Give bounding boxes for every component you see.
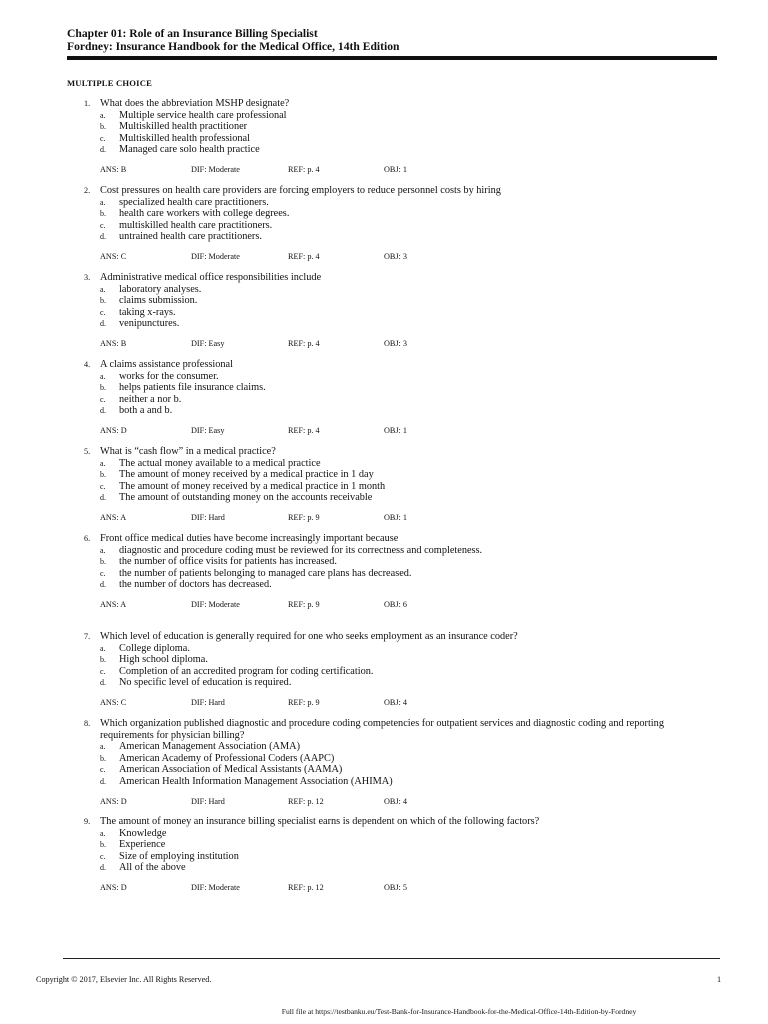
option-text: taking x-rays. <box>119 306 176 318</box>
answer-option <box>84 295 720 307</box>
answer-option <box>84 643 720 655</box>
answer-option <box>84 677 720 689</box>
answer-key: ANS: D <box>100 796 127 806</box>
option-text: Managed care solo health practice <box>119 144 260 156</box>
option-letter: c. <box>100 394 106 404</box>
difficulty: DIF: Moderate <box>191 882 240 892</box>
question-text: Which organization published diagnostic and procedure coding competencies for outpatient services and diagnostic coding and reporting requirements for physician billing? <box>100 718 664 741</box>
reference: REF: p. 4 <box>288 425 320 435</box>
answer-option <box>84 776 720 788</box>
difficulty: DIF: Moderate <box>191 164 240 174</box>
answer-meta <box>100 164 720 176</box>
option-text: diagnostic and procedure coding must be reviewed for its correctness and completeness. <box>119 544 483 556</box>
option-letter: a. <box>100 371 106 381</box>
option-text: Knowledge <box>119 827 167 839</box>
question-text: Cost pressures on health care providers are forcing employers to reduce personnel costs by hiring <box>100 185 501 196</box>
option-letter: d. <box>100 232 106 242</box>
option-letter: a. <box>100 197 106 207</box>
answer-option <box>84 839 720 851</box>
book-title: Fordney: Insurance Handbook for the Medical Office, 14th Edition <box>67 39 400 53</box>
answer-option <box>84 110 720 122</box>
answer-option <box>84 828 720 840</box>
objective: OBJ: 5 <box>384 882 407 892</box>
answer-option <box>84 231 720 243</box>
objective: OBJ: 1 <box>384 164 407 174</box>
question-stem <box>84 446 720 458</box>
answer-option <box>84 851 720 863</box>
answer-option <box>84 764 720 776</box>
option-letter: b. <box>100 655 106 665</box>
option-text: American Management Association (AMA) <box>119 741 301 753</box>
option-text: laboratory analyses. <box>119 283 202 295</box>
question-number: 1. <box>84 99 91 108</box>
difficulty: DIF: Moderate <box>191 251 240 261</box>
answer-option <box>84 208 720 220</box>
answer-meta <box>100 882 720 894</box>
question-8 <box>84 718 720 808</box>
question-number: 6. <box>84 534 91 543</box>
option-letter: d. <box>100 145 106 155</box>
question-number: 2. <box>84 186 91 195</box>
answer-option <box>84 481 720 493</box>
header-rule <box>67 56 717 60</box>
objective: OBJ: 4 <box>384 697 407 707</box>
difficulty: DIF: Easy <box>191 425 225 435</box>
option-text: neither a nor b. <box>119 393 182 405</box>
option-text: helps patients file insurance claims. <box>119 382 266 394</box>
option-text: American Association of Medical Assistants (AAMA) <box>119 764 343 776</box>
option-letter: c. <box>100 133 106 143</box>
option-text: The amount of money received by a medical practice in 1 day <box>119 469 374 481</box>
option-letter: d. <box>100 776 106 786</box>
chapter-title: Chapter 01: Role of an Insurance Billing Specialist <box>67 27 318 40</box>
full-file-link[interactable]: Full file at https://testbanku.eu/Test-Bank-for-Insurance-Handbook-for-the-Medical-Office-14th-Edition-by-Fordney <box>281 1007 637 1016</box>
option-text: Completion of an accredited program for coding certification. <box>119 665 374 677</box>
option-letter: b. <box>100 122 106 132</box>
answer-option <box>84 458 720 470</box>
answer-option <box>84 654 720 666</box>
option-letter: d. <box>100 580 106 590</box>
option-letter: b. <box>100 557 106 567</box>
answer-key: ANS: C <box>100 251 127 261</box>
question-stem <box>84 272 720 284</box>
page-number: 1 <box>717 975 722 984</box>
question-number: 9. <box>84 817 91 826</box>
option-letter: a. <box>100 545 106 555</box>
reference: REF: p. 9 <box>288 599 320 609</box>
reference: REF: p. 12 <box>288 882 324 892</box>
page-header <box>67 28 717 53</box>
question-stem <box>84 631 720 643</box>
option-text: untrained health care practitioners. <box>119 231 262 243</box>
question-1 <box>84 98 720 176</box>
option-letter: a. <box>100 742 106 752</box>
question-text: A claims assistance professional <box>100 359 233 370</box>
objective: OBJ: 1 <box>384 512 407 522</box>
answer-key: ANS: A <box>100 599 127 609</box>
option-text: specialized health care practitioners. <box>119 196 269 208</box>
question-number: 3. <box>84 273 91 282</box>
option-text: both a and b. <box>119 405 173 417</box>
option-letter: b. <box>100 753 106 763</box>
option-letter: b. <box>100 209 106 219</box>
option-letter: a. <box>100 643 106 653</box>
answer-meta <box>100 599 720 611</box>
answer-option <box>84 492 720 504</box>
objective: OBJ: 4 <box>384 796 407 806</box>
section-heading: MULTIPLE CHOICE <box>67 78 153 88</box>
option-text: the number of patients belonging to managed care plans has decreased. <box>119 567 412 579</box>
difficulty: DIF: Hard <box>191 697 225 707</box>
option-text: venipunctures. <box>119 318 180 330</box>
answer-option <box>84 284 720 296</box>
answer-option <box>84 382 720 394</box>
question-number: 7. <box>84 632 91 641</box>
reference: REF: p. 4 <box>288 251 320 261</box>
question-text: Administrative medical office responsibilities include <box>100 272 322 283</box>
answer-option <box>84 556 720 568</box>
answer-option <box>84 394 720 406</box>
difficulty: DIF: Easy <box>191 338 225 348</box>
answer-meta <box>100 251 720 263</box>
option-letter: c. <box>100 666 106 676</box>
question-stem <box>84 816 720 828</box>
option-letter: d. <box>100 406 106 416</box>
option-text: American Health Information Management Association (AHIMA) <box>119 775 393 787</box>
answer-option <box>84 220 720 232</box>
answer-option <box>84 144 720 156</box>
option-text: The actual money available to a medical practice <box>119 457 321 469</box>
option-letter: c. <box>100 568 106 578</box>
question-3 <box>84 272 720 350</box>
question-text: What does the abbreviation MSHP designate? <box>100 98 290 109</box>
option-letter: c. <box>100 765 106 775</box>
answer-key: ANS: D <box>100 425 127 435</box>
difficulty: DIF: Hard <box>191 796 225 806</box>
question-text: Front office medical duties have become increasingly important because <box>100 533 399 544</box>
option-letter: c. <box>100 481 106 491</box>
answer-meta <box>100 425 720 437</box>
question-2 <box>84 185 720 263</box>
question-stem <box>84 98 720 110</box>
question-text: Which level of education is generally required for one who seeks employment as an insurance coder? <box>100 631 518 642</box>
option-letter: b. <box>100 840 106 850</box>
answer-option <box>84 197 720 209</box>
answer-option <box>84 666 720 678</box>
option-letter: a. <box>100 458 106 468</box>
option-letter: c. <box>100 851 106 861</box>
question-4 <box>84 359 720 437</box>
answer-key: ANS: B <box>100 164 127 174</box>
answer-key: ANS: D <box>100 882 127 892</box>
difficulty: DIF: Moderate <box>191 599 240 609</box>
question-number: 4. <box>84 360 91 369</box>
option-letter: b. <box>100 470 106 480</box>
option-text: American Academy of Professional Coders (AAPC) <box>119 752 335 764</box>
question-text: The amount of money an insurance billing specialist earns is dependent on which of the following factors? <box>100 816 540 827</box>
option-text: All of the above <box>119 862 186 874</box>
option-letter: d. <box>100 319 106 329</box>
option-text: the number of doctors has decreased. <box>119 579 272 591</box>
option-text: Experience <box>119 839 166 851</box>
option-text: Size of employing institution <box>119 850 239 862</box>
answer-meta <box>100 512 720 524</box>
answer-option <box>84 862 720 874</box>
reference: REF: p. 4 <box>288 338 320 348</box>
answer-key: ANS: B <box>100 338 127 348</box>
reference: REF: p. 12 <box>288 796 324 806</box>
answer-option <box>84 318 720 330</box>
option-text: High school diploma. <box>119 654 208 666</box>
answer-option <box>84 121 720 133</box>
question-number: 8. <box>84 719 91 728</box>
answer-option <box>84 133 720 145</box>
question-5 <box>84 446 720 524</box>
answer-key: ANS: C <box>100 697 127 707</box>
footer-rule <box>63 958 720 959</box>
option-text: Multiskilled health professional <box>119 132 250 144</box>
option-letter: a. <box>100 284 106 294</box>
option-text: the number of office visits for patients has increased. <box>119 556 337 568</box>
objective: OBJ: 6 <box>384 599 407 609</box>
option-letter: a. <box>100 828 106 838</box>
option-letter: b. <box>100 383 106 393</box>
answer-option <box>84 579 720 591</box>
question-stem <box>84 533 720 545</box>
answer-meta <box>100 697 720 709</box>
answer-option <box>84 753 720 765</box>
objective: OBJ: 3 <box>384 251 407 261</box>
option-letter: c. <box>100 307 106 317</box>
option-letter: d. <box>100 493 106 503</box>
option-text: The amount of outstanding money on the accounts receivable <box>119 492 373 504</box>
option-text: multiskilled health care practitioners. <box>119 219 273 231</box>
option-text: No specific level of education is required. <box>119 677 292 689</box>
option-text: The amount of money received by a medical practice in 1 month <box>119 480 386 492</box>
option-text: College diploma. <box>119 642 190 654</box>
question-number: 5. <box>84 447 91 456</box>
question-stem <box>84 718 720 741</box>
reference: REF: p. 9 <box>288 512 320 522</box>
answer-option <box>84 307 720 319</box>
answer-option <box>84 371 720 383</box>
answer-option <box>84 469 720 481</box>
difficulty: DIF: Hard <box>191 512 225 522</box>
objective: OBJ: 3 <box>384 338 407 348</box>
option-letter: a. <box>100 110 106 120</box>
answer-option <box>84 405 720 417</box>
objective: OBJ: 1 <box>384 425 407 435</box>
option-text: works for the consumer. <box>119 370 219 382</box>
question-6 <box>84 533 720 611</box>
answer-option <box>84 545 720 557</box>
option-letter: b. <box>100 296 106 306</box>
question-7 <box>84 631 720 709</box>
option-text: claims submission. <box>119 295 198 307</box>
copyright-text: Copyright © 2017, Elsevier Inc. All Rights Reserved. <box>36 975 212 984</box>
reference: REF: p. 4 <box>288 164 320 174</box>
question-9 <box>84 816 720 894</box>
question-text: What is “cash flow” in a medical practice? <box>100 446 276 457</box>
answer-option <box>84 741 720 753</box>
option-letter: d. <box>100 678 106 688</box>
option-text: Multiskilled health practitioner <box>119 121 248 133</box>
answer-meta <box>100 338 720 350</box>
reference: REF: p. 9 <box>288 697 320 707</box>
answer-meta <box>100 796 720 808</box>
option-letter: d. <box>100 863 106 873</box>
answer-option <box>84 568 720 580</box>
question-stem <box>84 359 720 371</box>
answer-key: ANS: A <box>100 512 127 522</box>
option-text: health care workers with college degrees. <box>119 208 290 220</box>
question-stem <box>84 185 720 197</box>
option-text: Multiple service health care professional <box>119 109 287 121</box>
option-letter: c. <box>100 220 106 230</box>
